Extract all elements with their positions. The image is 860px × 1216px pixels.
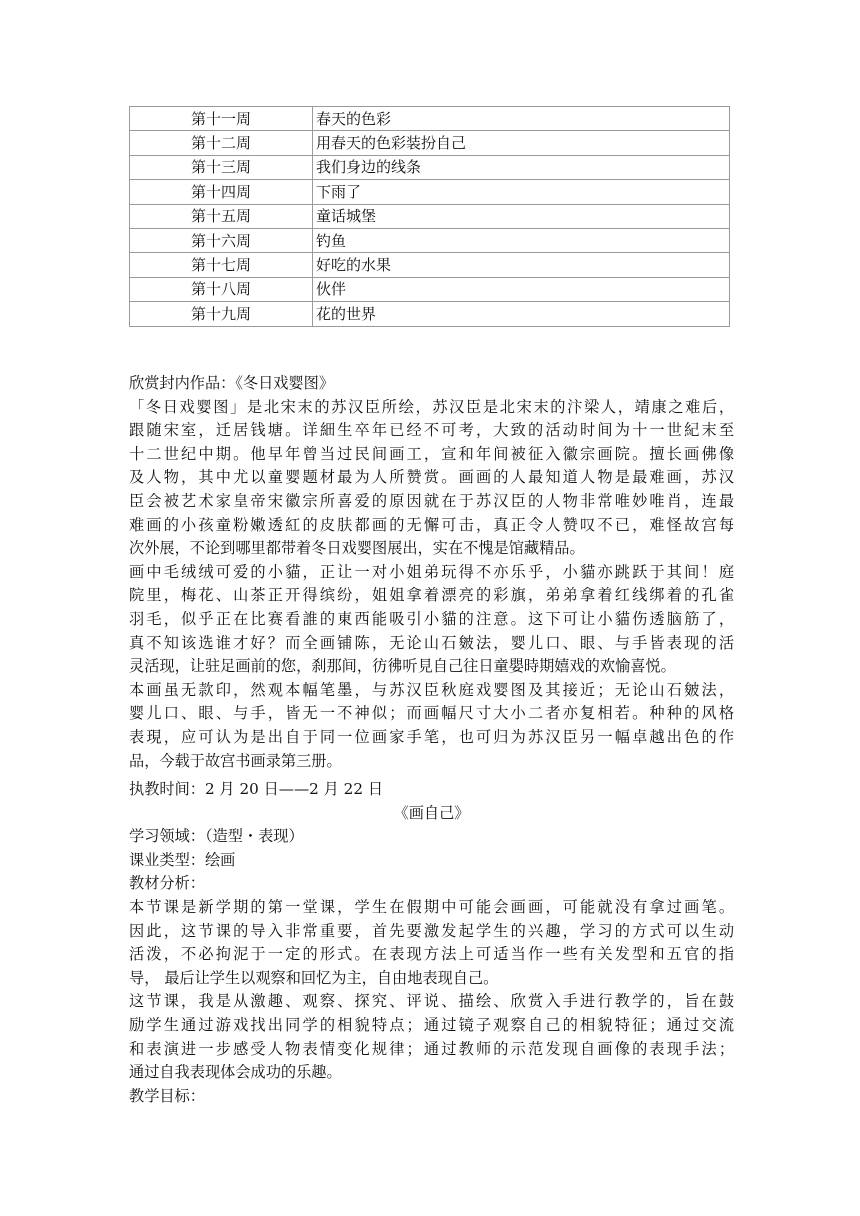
paragraph-line: 跟随宋室，迁居钱塘。详細生卒年已经不可考，大致的活动时间为十一世紀末至: [129, 421, 734, 440]
paragraph-line: 及人物，其中尤以童婴题材最为人所赞赏。画画的人最知道人物是最难画，苏汉: [129, 468, 734, 487]
paragraph-line: 导， 最后让学生以观察和回忆为主，自由地表现自己。: [129, 968, 499, 987]
topic-cell: 下雨了: [313, 180, 730, 204]
table-row: [130, 277, 730, 301]
lesson-type: 课业类型：绘画: [129, 850, 236, 869]
paragraph-line: 真不知该选谁才好？而全画铺陈，无论山石皴法，婴儿口、眼、与手皆表现的活: [129, 633, 734, 652]
weekly-schedule-table: [129, 106, 730, 327]
table-row: [130, 107, 730, 131]
topic-cell: 钓鱼: [313, 228, 730, 252]
week-cell: 第十八周: [130, 277, 313, 301]
paragraph-line: 和表演进一步感受人物表情变化规律；通过教师的示范发现自画像的表现手法；: [129, 1039, 734, 1058]
paragraph-line: 「冬日戏婴图」是北宋末的苏汉臣所绘，苏汉臣是北宋末的汴梁人，靖康之难后，: [129, 397, 734, 416]
week-cell: 第十七周: [130, 253, 313, 277]
appreciation-paragraph-2: [129, 561, 734, 679]
paragraph-line: 本节课是新学期的第一堂课，学生在假期中可能会画画，可能就没有拿过画笔。: [129, 897, 734, 916]
paragraph-line: 次外展，不论到哪里都带着冬日戏婴图展出，实在不愧是馆藏精品。: [129, 539, 585, 558]
table-row: [130, 155, 730, 179]
table-row: [130, 302, 730, 326]
topic-cell: 我们身边的线条: [313, 155, 730, 179]
appreciation-heading: 欣赏封内作品：《冬日戏婴图》: [129, 374, 335, 392]
paragraph-line: 通过自我表现体会成功的乐趣。: [129, 1063, 342, 1082]
week-cell: 第十四周: [130, 180, 313, 204]
topic-cell: 用春天的色彩装扮自己: [313, 131, 730, 155]
lesson-section: [129, 778, 734, 1108]
appreciation-paragraph-3: [129, 679, 734, 773]
appreciation-section: [129, 372, 734, 773]
paragraph-line: 表現，应可认为是出自于同一位画家手笔，也可归为苏汉臣另一幅卓越出色的作: [129, 727, 734, 746]
week-cell: 第十五周: [130, 204, 313, 228]
paragraph-line: 十二世纪中期。他早年曾当过民间画工，宣和年间被征入徽宗画院。擅长画佛像: [129, 444, 734, 463]
table-row: [130, 131, 730, 155]
topic-cell: 花的世界: [313, 302, 730, 326]
learning-field: 学习领域：（造型・表现）: [129, 827, 304, 846]
topic-cell: 伙伴: [313, 277, 730, 301]
week-cell: 第十三周: [130, 155, 313, 179]
lesson-title: 《画自己》: [393, 803, 470, 822]
analysis-label: 教材分析：: [129, 874, 205, 893]
table-row: [130, 253, 730, 277]
table-row: [130, 180, 730, 204]
appreciation-paragraph-1: [129, 396, 734, 561]
paragraph-line: 难画的小孩童粉嫩透紅的皮肤都画的无懈可击，真正令人赞叹不已，难怪故宫每: [129, 515, 734, 534]
topic-cell: 春天的色彩: [313, 107, 730, 131]
paragraph-line: 院里，梅花、山茶正开得缤纷，姐姐拿着漂亮的彩旗，弟弟拿着红线绑着的孔雀: [129, 586, 734, 605]
topic-cell: 童话城堡: [313, 204, 730, 228]
paragraph-line: 臣会被艺术家皇帝宋徽宗所喜爱的原因就在于苏汉臣的人物非常唯妙唯肖，连最: [129, 491, 734, 510]
paragraph-line: 本画虽无款印，然观本幅笔墨，与苏汉臣秋庭戏婴图及其接近；无论山石皴法，: [129, 680, 734, 699]
topic-cell: 好吃的水果: [313, 253, 730, 277]
table-row: [130, 228, 730, 252]
analysis-paragraph-2: [129, 990, 734, 1084]
paragraph-line: 羽毛，似乎正在比赛看誰的東西能吸引小貓的注意。这下可让小貓伤透脑筋了，: [129, 609, 734, 628]
paragraph-line: 婴儿口、眼、与手，皆无一不神似；而画幅尺寸大小二者亦复相若。种种的风格: [129, 704, 734, 723]
week-cell: 第十六周: [130, 228, 313, 252]
week-cell: 第十一周: [130, 107, 313, 131]
paragraph-line: 活泼，不必拘泥于一定的形式。在表现方法上可适当作一些有关发型和五官的指: [129, 945, 734, 964]
table-row: [130, 204, 730, 228]
paragraph-line: 画中毛绒绒可爱的小貓，正让一对小姐弟玩得不亦乐乎，小貓亦跳跃于其间！庭: [129, 562, 734, 581]
goals-label: 教学目标：: [129, 1086, 205, 1105]
lesson-time: 执教时间：2 月 20 日——2 月 22 日: [129, 780, 384, 798]
analysis-paragraph-1: [129, 896, 734, 990]
week-cell: 第十二周: [130, 131, 313, 155]
paragraph-line: 这节课，我是从激趣、观察、探究、评说、描绘、欣赏入手进行教学的，旨在鼓: [129, 992, 734, 1011]
paragraph-line: 励学生通过游戏找出同学的相貌特点；通过镜子观察自己的相貌特征；通过交流: [129, 1015, 734, 1034]
paragraph-line: 灵活现，让驻足画前的您，刹那间，彷彿听見自己往日童嬰時期嬉戏的欢愉喜悦。: [129, 657, 676, 676]
week-cell: 第十九周: [130, 302, 313, 326]
paragraph-line: 品，今载于故宫书画录第三册。: [129, 751, 342, 770]
paragraph-line: 因此，这节课的导入非常重要，首先要激发起学生的兴趣，学习的方式可以生动: [129, 921, 734, 940]
